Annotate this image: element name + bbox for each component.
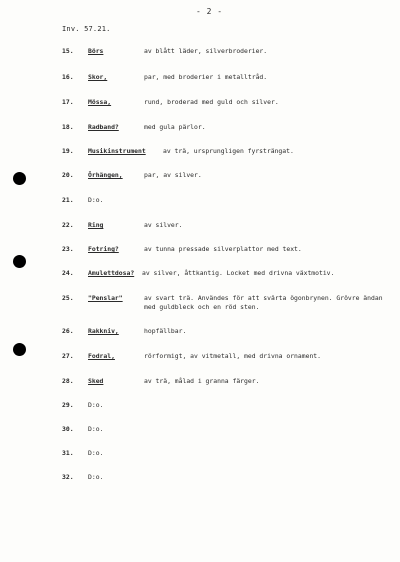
entry-description: rund, broderad med guld och silver. <box>144 98 279 106</box>
entry-description: av silver, åttkantig. Locket med drivna växtmotiv. <box>142 269 335 277</box>
entry-number: 21. <box>62 196 74 204</box>
entry-term: Musikinstrument <box>88 147 146 155</box>
entry-description: par, av silver. <box>144 171 202 179</box>
entry-description: av blått läder, silverbroderier. <box>144 47 268 55</box>
entry-term: Fodral, <box>88 352 115 360</box>
entry-number: 25. <box>62 294 74 302</box>
entry-term: Ring <box>88 221 104 229</box>
entry-description: D:o. <box>88 196 104 204</box>
entry-description: av trä, målad i granna färger. <box>144 377 260 385</box>
entry-description: med gula pärlor. <box>144 123 206 131</box>
entry-description: av trä, ursprungligen fyrsträngat. <box>163 147 294 155</box>
entry-number: 26. <box>62 327 74 335</box>
entry-number: 17. <box>62 98 74 106</box>
entry-description: av silver. <box>144 221 183 229</box>
punch-hole-top <box>13 172 26 185</box>
entry-description: D:o. <box>88 401 104 409</box>
punch-hole-middle <box>13 255 26 268</box>
entry-term: "Penslar" <box>88 294 123 302</box>
page-number: - 2 - <box>196 7 223 16</box>
entry-description: rörformigt, av vitmetall, med drivna ornament. <box>144 352 321 360</box>
entry-description: av tunna pressade silverplattor med text. <box>144 245 302 253</box>
entry-term: Amulettdosa? <box>88 269 135 277</box>
entry-number: 24. <box>62 269 74 277</box>
entry-term: Skor, <box>88 73 108 81</box>
entry-description: av svart trä. Användes för att svärta ögonbrynen. Grövre ändan med guldbleck och en röd sten. <box>144 294 383 311</box>
entry-description: D:o. <box>88 473 104 481</box>
entry-term: Fotring? <box>88 245 119 253</box>
entry-number: 32. <box>62 473 74 481</box>
entry-number: 29. <box>62 401 74 409</box>
entry-term: Radband? <box>88 123 119 131</box>
entry-number: 28. <box>62 377 74 385</box>
punch-hole-bottom <box>13 343 26 356</box>
entry-number: 27. <box>62 352 74 360</box>
entry-term: Mössa, <box>88 98 112 106</box>
entry-number: 15. <box>62 47 74 55</box>
entry-term: Börs <box>88 47 104 55</box>
entry-number: 20. <box>62 171 74 179</box>
entry-number: 30. <box>62 425 74 433</box>
entry-description: D:o. <box>88 449 104 457</box>
entry-description: par, med broderier i metalltråd. <box>144 73 268 81</box>
entry-number: 19. <box>62 147 74 155</box>
entry-number: 16. <box>62 73 74 81</box>
entry-number: 18. <box>62 123 74 131</box>
entry-term: Rakkniv, <box>88 327 119 335</box>
entry-term: Örhängen, <box>88 171 123 179</box>
entry-number: 22. <box>62 221 74 229</box>
entry-description: hopfällbar. <box>144 327 187 335</box>
entry-number: 23. <box>62 245 74 253</box>
entry-description: D:o. <box>88 425 104 433</box>
entry-term: Sked <box>88 377 104 385</box>
inventory-reference: Inv. 57.21. <box>62 25 111 33</box>
entry-number: 31. <box>62 449 74 457</box>
